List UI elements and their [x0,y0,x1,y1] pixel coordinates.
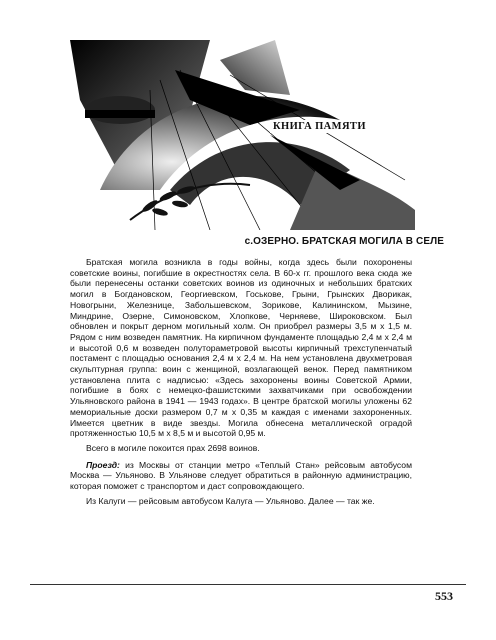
paragraph: Всего в могиле покоится прах 2698 воинов. [86,442,260,453]
page-number: 553 [435,589,453,603]
book-title: КНИГА ПАМЯТИ [270,120,369,133]
directions-paragraph [70,460,412,492]
section-heading: с.ОЗЕРНО. БРАТСКАЯ МОГИЛА В СЕЛЕ [244,236,444,247]
article-body [70,257,412,510]
directions-text: из Москвы от станции метро «Теплый Стан» рейсовым автобусом Москва — Ульяново. В Ульянове следует обратиться в районную администрацию, которая поможет с транспортом и даст сопровождающего. [70,459,412,492]
directions-label: Проезд: [86,459,120,470]
memorial-illustration [60,40,420,230]
paragraph: Из Калуги — рейсовым автобусом Калуга — Ульяново. Далее — так же. [86,495,375,506]
paragraph: Братская могила возникла в годы войны, когда здесь были похоронены советские воины, погибшие в окрестностях села. В 60-х гг. прошлого века сюда же были перенесены останки советских воинов из одиночных и небольших братских могил в Богдановском, Георгиевском, Госькове, Грыни, Грынских Дворикак, Новогрыни, Железнице, Забольшевском, Зорикове, Калининском, Мызине, Миндрине, Озерне, Симоновском, Хлопкове, Черняеве, Широковском. Был обновлен и покрыт дерном могильный холм. Он приобрел размеры 3,5 м х 1,5 м. Рядом с ним возведен памятник. На кирпичном фундаменте площадью 2,4 м х 2,4 м и высотой 0,6 м возведен полутораметровой высоты кирпичный трехступенчатый постамент с площадью основания 2,4 м х 2,4 м. На нем установлена двухметровая скульптурная группа: воин с женщиной, возлагающей венок. Перед памятником установлена плита с надписью: «Здесь захоронены воины Советской Армии, погибшие в боях с немецко-фашистскими захватчиками при освобождении Ульяновского района в 1941 — 1943 годах». В центре братской могилы уложены 62 мемориальные доски размером 0,7 м х 0,35 м каждая с именами захороненных. Имеется цветник в виде звезды. Могила обнесена металлической оградой протяженностью 10,5 м х 8,5 м и высотой 0,95 м. [70,257,412,439]
footer-rule [30,584,466,585]
